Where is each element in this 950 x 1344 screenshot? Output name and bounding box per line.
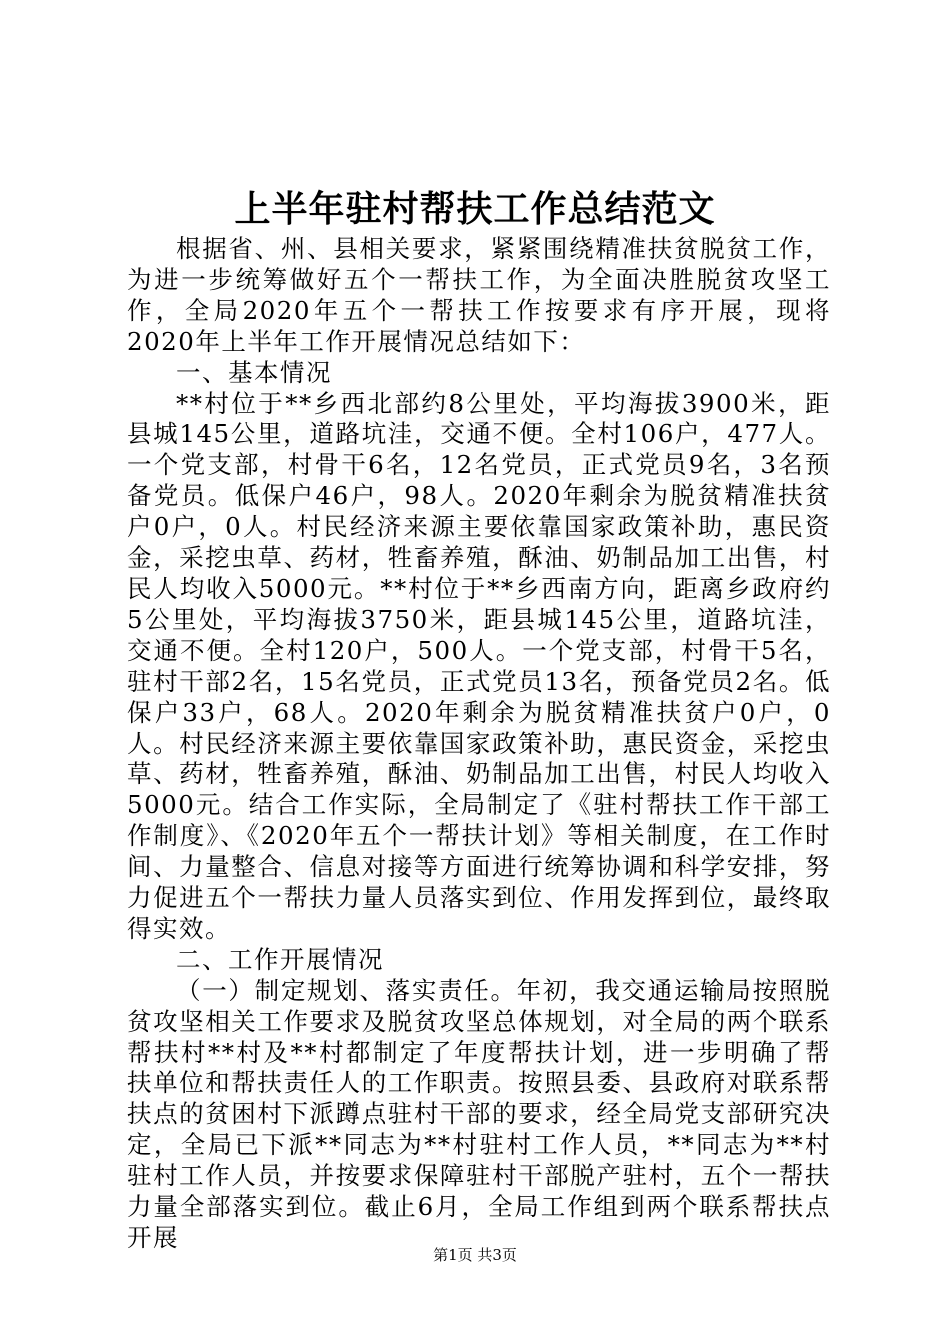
page-footer: 第1页 共3页 bbox=[433, 1246, 517, 1264]
document-title: 上半年驻村帮扶工作总结范文 bbox=[234, 188, 716, 230]
basic-situation-paragraph: **村位于**乡西北部约8公里处，平均海拔3900米，距县城145公里，道路坑洼，交通不便。全村106户，477人。一个党支部，村骨干6名，12名党员，正式党员9名，3名预备党员。低保户46户，98人。2020年剩余为脱贫精准扶贫户0户，0人。村民经济来源主要依靠国家政策补助，惠民资金，采挖虫草、药材，牲畜养殖，酥油、奶制品加工出售，村民人均收入5000元。**村位于**乡西南方向，距离乡政府约5公里处，平均海拔3750米，距县城145公里，道路坑洼，交通不便。全村120户，500人。一个党支部，村骨干5名，驻村干部2名，15名党员，正式党员13名，预备党员2名。低保户33户，68人。2020年剩余为脱贫精准扶贫户0户，0人。村民经济来源主要依靠国家政策补助，惠民资金，采挖虫草、药材，牲畜养殖，酥油、奶制品加工出售，村民人均收入5000元。结合工作实际，全局制定了《驻村帮扶工作干部工作制度》、《2020年五个一帮扶计划》等相关制度，在工作时间、力量整合、信息对接等方面进行统筹协调和科学安排，努力促进五个一帮扶力量人员落实到位、作用发挥到位，最终取得实效。 bbox=[127, 388, 831, 943]
section-heading-basic-situation: 一、基本情况 bbox=[176, 357, 332, 387]
intro-paragraph: 根据省、州、县相关要求，紧紧围绕精准扶贫脱贫工作，为进一步统筹做好五个一帮扶工作，为全面决胜脱贫攻坚工作，全局2020年五个一帮扶工作按要求有序开展，现将2020年上半年工作开展情况总结如下： bbox=[127, 234, 831, 356]
section-heading-work-progress: 二、工作开展情况 bbox=[176, 944, 384, 974]
document-body bbox=[127, 234, 831, 1254]
work-progress-paragraph: （一）制定规划、落实责任。年初，我交通运输局按照脱贫攻坚相关工作要求及脱贫攻坚总体规划，对全局的两个联系帮扶村**村及**村都制定了年度帮扶计划，进一步明确了帮扶单位和帮扶责任人的工作职责。按照县委、县政府对联系帮扶点的贫困村下派蹲点驻村干部的要求，经全局党支部研究决定，全局已下派**同志为**村驻村工作人员，**同志为**村驻村工作人员，并按要求保障驻村干部脱产驻村，五个一帮扶力量全部落实到位。截止6月，全局工作组到两个联系帮扶点开展 bbox=[127, 975, 831, 1252]
